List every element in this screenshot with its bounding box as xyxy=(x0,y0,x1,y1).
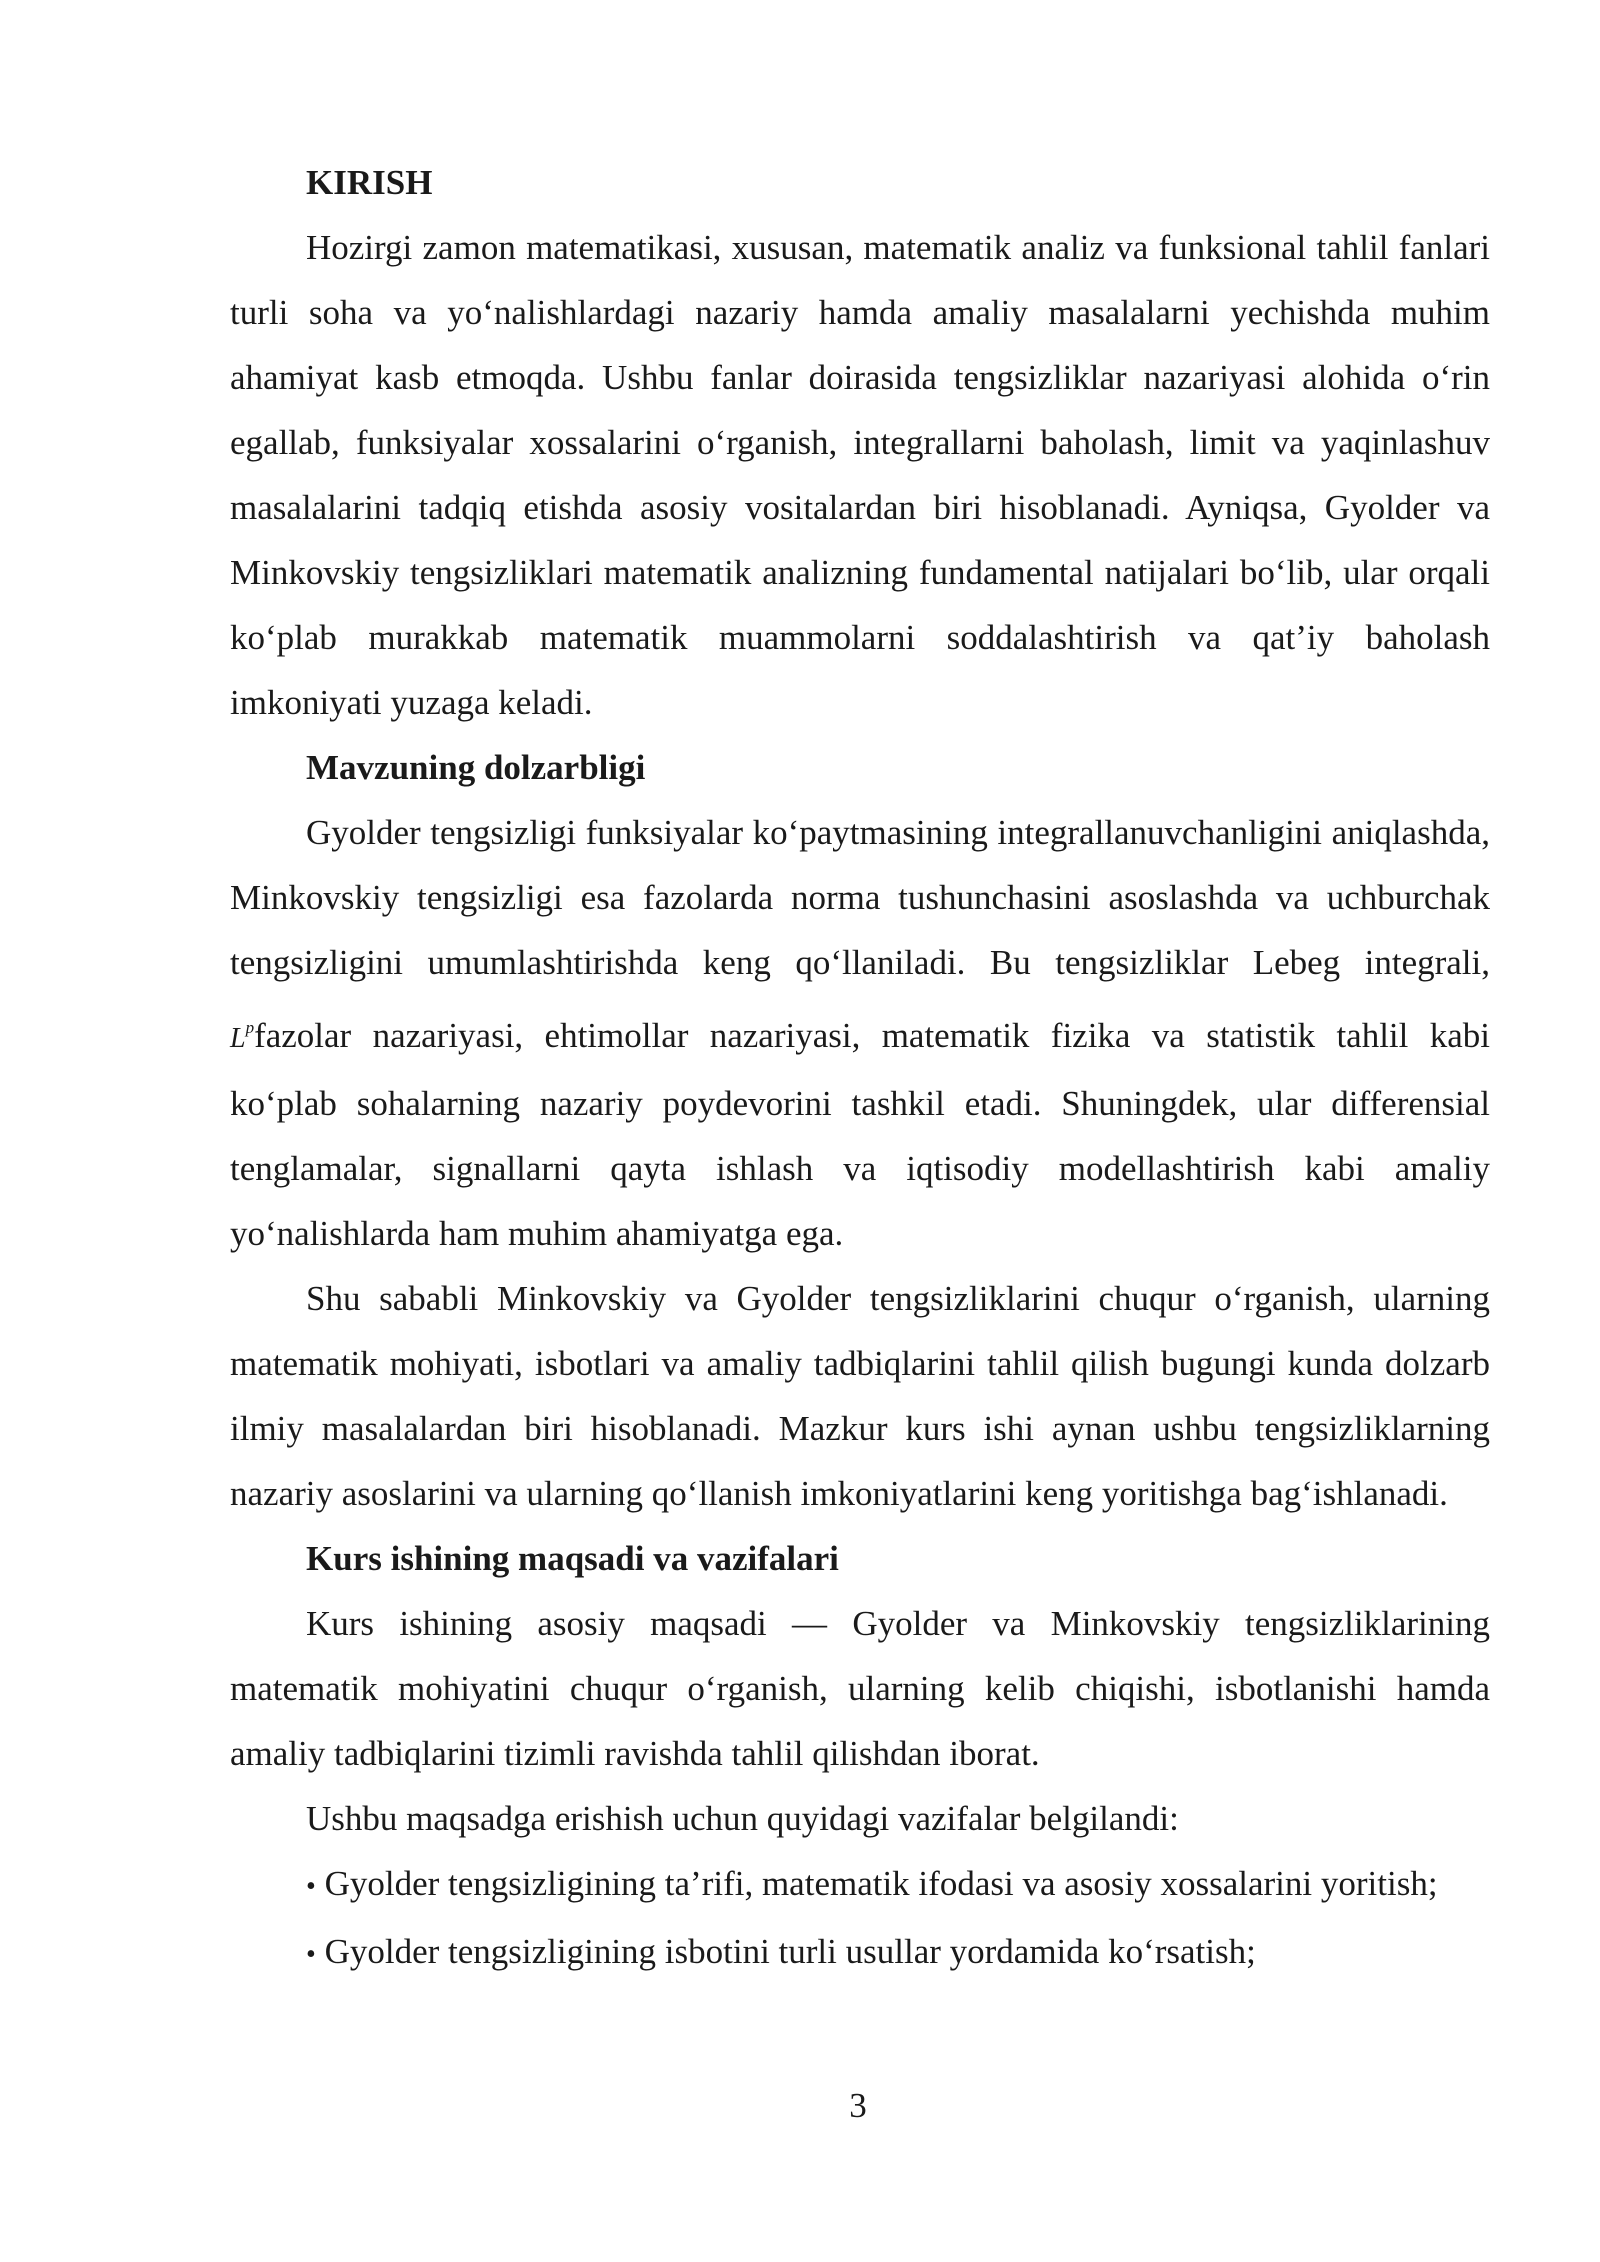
math-symbol-lp-exponent: p xyxy=(245,1018,255,1037)
list-item-text: Gyolder tengsizligining isbotini turli usullar yordamida ko‘rsatish; xyxy=(324,1932,1256,1971)
section-heading-relevance: Mavzuning dolzarbligi xyxy=(306,748,646,787)
bullet-icon: • xyxy=(306,1871,316,1902)
bullet-icon: • xyxy=(306,1939,316,1970)
relevance-paragraph-2: Shu sababli Minkovskiy va Gyolder tengsizliklarini chuqur o‘rganish, ularning matematik mohiyati, isbotlari va amaliy tadbiqlarini tahlil qilish bugungi kunda dolzarb ilmiy masalalardan biri hisoblanadi. Mazkur kurs ishi aynan ushbu tengsizliklarning nazariy asoslarini va ularning qo‘llanish imkoniyatlarini keng yoritishga bag‘ishlanadi. xyxy=(230,1279,1490,1513)
goals-paragraph-1: Kurs ishining asosiy maqsadi — Gyolder va Minkovskiy tengsizliklarining matematik mohiyatini chuqur o‘rganish, ularning kelib chiqishi, isbotlanishi hamda amaliy tadbiqlarini tizimli ravishda tahlil qilishdan iborat. xyxy=(230,1604,1490,1773)
page-number: 3 xyxy=(849,2086,867,2125)
list-item xyxy=(230,1919,1490,1987)
math-symbol-lp-base: L xyxy=(230,1023,246,1054)
goals-paragraph-2: Ushbu maqsadga erishish uchun quyidagi vazifalar belgilandi: xyxy=(306,1799,1179,1838)
section-heading-goals: Kurs ishining maqsadi va vazifalari xyxy=(306,1539,839,1578)
section-heading-intro: KIRISH xyxy=(306,163,433,202)
list-item xyxy=(230,1851,1490,1919)
document-page xyxy=(230,150,1490,1987)
relevance-text-after-math: fazolar nazariyasi, ehtimollar nazariyasi, matematik fizika va statistik tahlil kabi ko‘plab sohalarning nazariy poydevorini tashkil etadi. Shuningdek, ular differensial tenglamalar, signallarni qayta ishlash va iqtisodiy modellashtirish kabi amaliy yo‘nalishlarda ham muhim ahamiyatga ega. xyxy=(230,1016,1490,1253)
intro-paragraph: Hozirgi zamon matematikasi, xususan, matematik analiz va funksional tahlil fanlari turli soha va yo‘nalishlardagi nazariy hamda amaliy masalalarni yechishda muhim ahamiyat kasb etmoqda. Ushbu fanlar doirasida tengsizliklar nazariyasi alohida o‘rin egallab, funksiyalar xossalarini o‘rganish, integrallarni baholash, limit va yaqinlashuv masalalarini tadqiq etishda asosiy vositalardan biri hisoblanadi. Ayniqsa, Gyolder va Minkovskiy tengsizliklari matematik analizning fundamental natijalari bo‘lib, ular orqali ko‘plab murakkab matematik muammolarni soddalashtirish va qat’iy baholash imkoniyati yuzaga keladi. xyxy=(230,228,1490,722)
relevance-text-before-math: Gyolder tengsizligi funksiyalar ko‘paytmasining integrallanuvchanligini aniqlashda, Minkovskiy tengsizligi esa fazolarda norma tushunchasini asoslashda va uchburchak tengsizligini umumlashtirishda keng qo‘llaniladi. Bu tengsizliklar Lebeg integrali, xyxy=(230,813,1490,982)
relevance-paragraph-1 xyxy=(230,800,1490,1266)
list-item-text: Gyolder tengsizligining ta’rifi, matematik ifodasi va asosiy xossalarini yoritish; xyxy=(324,1864,1438,1903)
